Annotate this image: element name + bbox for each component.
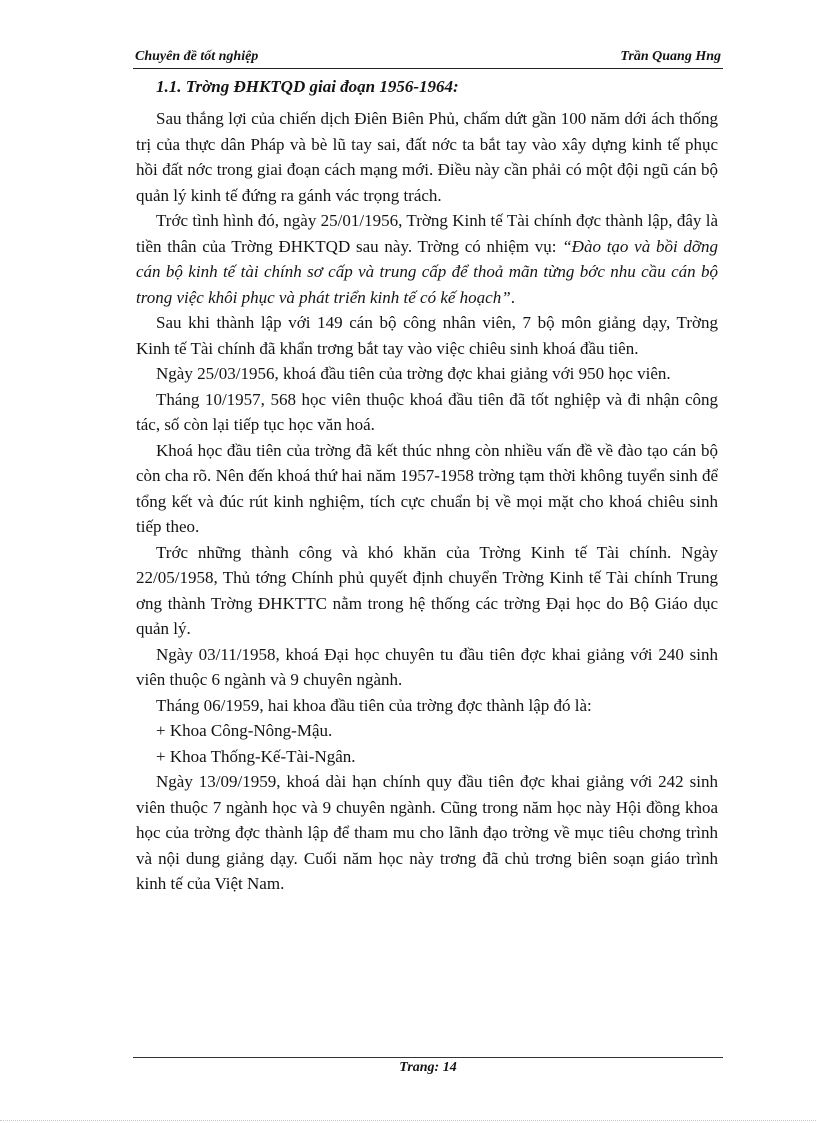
list-item: + Khoa Thống-Kế-Tài-Ngân. [156,746,356,766]
page-body [136,74,718,897]
header-author-name: Trần Quang Hng [620,49,721,64]
body-paragraph: Tháng 10/1957, 568 học viên thuộc khoá đầu tiên đã tốt nghiệp và đi nhận công tác, số còn lại tiếp tục học văn hoá. [136,389,718,434]
body-paragraph: Sau thắng lợi của chiến dịch Điên Biên Phủ, chấm dứt gần 100 năm dới ách thống trị của thực dân Pháp và bè lũ tay sai, đất nớc ta bắt tay vào xây dựng kinh tế phục hồi đất nớc trong giai đoạn cách mạng mới. Điều này cần phải có một đội ngũ cán bộ quản lý kinh tế đứng ra gánh vác trọng trách. [136,109,718,205]
page-header [133,48,723,69]
page-footer [133,1057,723,1076]
list-item: + Khoa Công-Nông-Mậu. [156,721,333,740]
body-paragraph: Khoá học đầu tiên của trờng đã kết thúc nhng còn nhiều vấn đề về đào tạo cán bộ còn cha rõ. Nên đến khoá thứ hai năm 1957-1958 trờng tạm thời không tuyển sinh để tổng kết và đúc rút kinh nghiệm, tích cực chuẩn bị về mọi mặt cho khoá chiêu sinh tiếp theo. [136,440,718,536]
page-number: Trang: 14 [399,1060,457,1075]
body-paragraph-with-quote [136,208,718,310]
body-paragraph: Tháng 06/1959, hai khoa đầu tiên của trờng đợc thành lập đó là: [156,695,592,715]
body-paragraph: Trớc những thành công và khó khăn của Trờng Kinh tế Tài chính. Ngày 22/05/1958, Thủ tớng Chính phủ quyết định chuyển Trờng Kinh tế Tài chính Trung ơng thành Trờng ĐHKTTC nằm trong hệ thống các trờng Đại học do Bộ Giáo dục quản lý. [136,542,718,638]
body-paragraph: Ngày 03/11/1958, khoá Đại học chuyên tu đầu tiên đợc khai giảng với 240 sinh viên thuộc 6 ngành và 9 chuyên ngành. [136,644,718,689]
page-bottom-divider [0,1120,816,1121]
body-paragraph: Sau khi thành lập với 149 cán bộ công nhân viên, 7 bộ môn giảng dạy, Trờng Kinh tế Tài chính đã khẩn trơng bắt tay vào việc chiêu sinh khoá đầu tiên. [136,313,718,358]
header-document-title: Chuyên đề tốt nghiệp [135,49,259,64]
mission-quote: “Đào tạo và bồi dỡng cán bộ kinh tế tài chính sơ cấp và trung cấp để thoả mãn từng bớc nhu cầu cán bộ trong việc khôi phục và phát triển kinh tế có kế hoạch” [136,236,719,307]
section-heading: 1.1. Trờng ĐHKTQD giai đoạn 1956-1964: [156,77,459,96]
body-paragraph: Ngày 13/09/1959, khoá dài hạn chính quy đầu tiên đợc khai giảng với 242 sinh viên thuộc 7 ngành học và 9 chuyên ngành. Cũng trong năm học này Hội đồng khoa học của trờng đợc thành lập để tham mu cho lãnh đạo trờng về mục tiêu chơng trình và nội dung giảng dạy. Cuối năm học này trơng đã chủ trơng biên soạn giáo trình kinh tế của Việt Nam. [136,772,718,893]
paragraph-tail-text: . [510,287,515,307]
paragraph-lead-text: Trớc tình hình đó, ngày 25/01/1956, Trờng Kinh tế Tài chính đợc thành lập, đây là tiền thân của Trờng ĐHKTQD sau này. Trờng có nhiệm vụ: [136,211,718,256]
body-paragraph: Ngày 25/03/1956, khoá đầu tiên của trờng đợc khai giảng với 950 học viên. [156,364,671,383]
